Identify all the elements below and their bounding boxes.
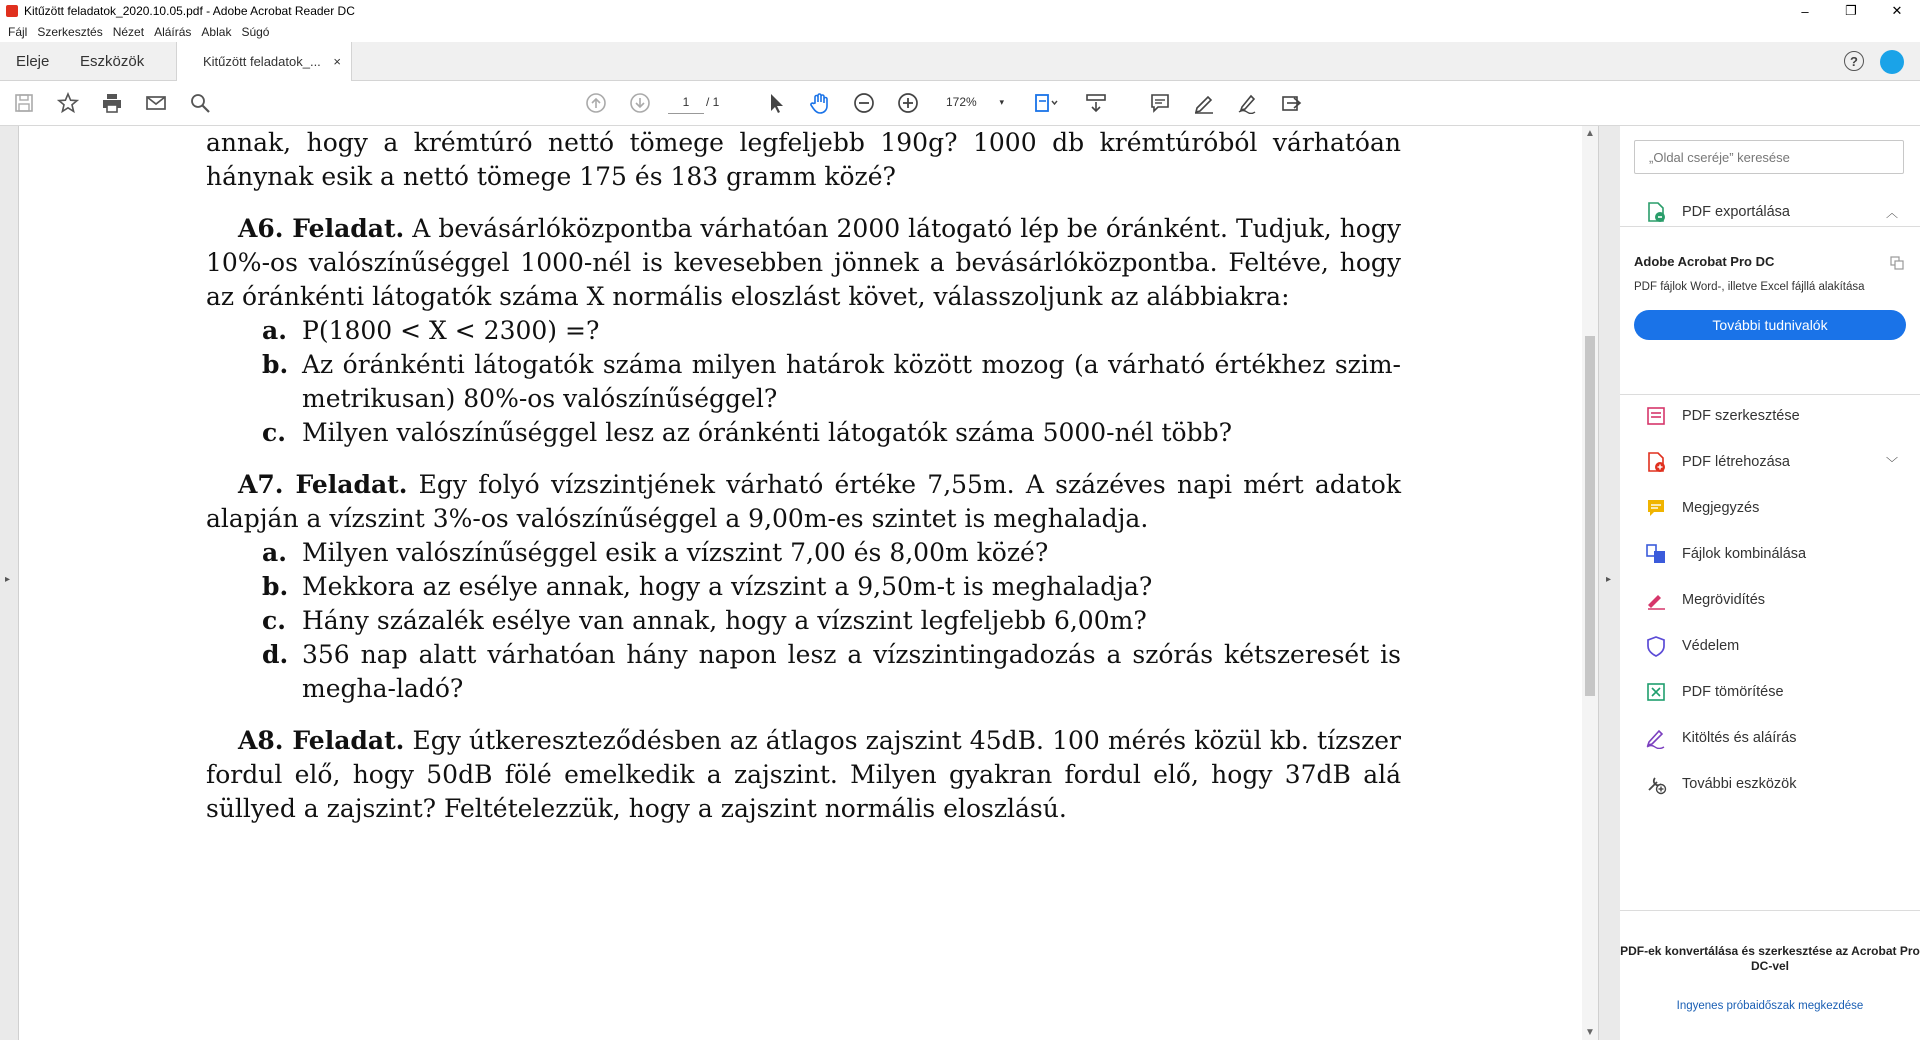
send-sign-icon[interactable]	[1280, 91, 1304, 115]
tool-item[interactable]: PDF tömörítése	[1620, 672, 1920, 712]
free-trial-link[interactable]: Ingyenes próbaidőszak megkezdése	[1676, 1000, 1864, 1012]
sign-pen-icon[interactable]	[1236, 91, 1260, 115]
pro-promo	[1634, 254, 1906, 340]
chevron-up-icon[interactable]: ︿	[1885, 205, 1898, 220]
a7-text: Egy folyó vízszintjének várható értéke 7,55m. A százéves napi mért adatok alapján a vízszint 3%-os valószínűséggel a 9,00m-es szintet is meghaladja.	[206, 470, 1401, 533]
menu-file[interactable]: Fájl	[8, 25, 28, 39]
tool-item[interactable]: PDF szerkesztése	[1620, 396, 1920, 436]
export-pdf-label: PDF exportálása	[1682, 204, 1790, 220]
hand-tool-icon[interactable]	[808, 91, 832, 115]
main-toolbar	[0, 81, 1920, 126]
zoom-in-icon[interactable]	[896, 91, 920, 115]
chevron-down-icon[interactable]: ﹀	[1885, 455, 1898, 470]
expand-left-icon[interactable]: ▸	[5, 574, 11, 585]
tool-item[interactable]: Fájlok kombinálása	[1620, 534, 1920, 574]
email-icon[interactable]	[144, 91, 168, 115]
close-tab-icon[interactable]: ×	[333, 54, 341, 69]
tool-item[interactable]: Megjegyzés	[1620, 488, 1920, 528]
save-icon[interactable]	[12, 91, 36, 115]
page-display-icon[interactable]	[1030, 91, 1062, 115]
pdf-page	[206, 126, 1401, 826]
promo-footer-title: PDF-ek konvertálása és szerkesztése az Acrobat Pro DC-vel	[1620, 944, 1920, 973]
comment-icon[interactable]	[1148, 91, 1172, 115]
a7-label: Feladat.	[295, 470, 408, 499]
export-pdf-icon	[1644, 200, 1668, 224]
combine-files-icon	[1644, 542, 1668, 566]
a8-number: A8.	[238, 726, 284, 755]
scroll-mode-icon[interactable]	[1084, 91, 1108, 115]
compress-pdf-icon	[1644, 680, 1668, 704]
menu-sign[interactable]: Aláírás	[154, 25, 192, 39]
protect-icon	[1644, 634, 1668, 658]
pro-description: PDF fájlok Word-, illetve Excel fájllá alakítása	[1634, 281, 1865, 293]
menu-bar	[0, 22, 1920, 42]
menu-help[interactable]: Súgó	[241, 25, 270, 39]
divider	[1620, 226, 1920, 227]
scrollbar-thumb[interactable]	[1585, 336, 1595, 696]
left-pane-toggle[interactable]	[0, 126, 19, 1040]
fill-sign-icon	[1644, 726, 1668, 750]
collapse-right-icon[interactable]: ▸	[1606, 574, 1612, 585]
page-number-input[interactable]: 1	[668, 91, 704, 114]
tool-item[interactable]: Megrövidítés	[1620, 580, 1920, 620]
tab-tools[interactable]: Eszközök	[80, 52, 145, 70]
account-icon[interactable]	[1880, 50, 1904, 74]
a6-text: A bevásárlóközpontba várhatóan 2000 látogató lép be óránként. Tudjuk, hogy 10%-os valószínűséggel 1000-nél is kevesebben jönnek a bevásárlóközpontba. Feltéve, hogy az óránkénti látogatók száma X normális eloszlást követ, válasszoljunk az alábbiakra:	[206, 214, 1401, 311]
a6-number: A6.	[238, 214, 284, 243]
scroll-down-icon[interactable]: ▼	[1585, 1027, 1595, 1038]
a8-text: Egy útkereszteződésben az átlagos zajszint 45dB. 100 mérés közül kb. tízszer fordul elő, hogy 50dB fölé emelkedik a zajszint. Milyen gyakran fordul elő, hogy 37dB alá süllyed a zajszint? Feltételezzük, hogy a zajszint normális eloszlású.	[206, 726, 1401, 823]
acrobat-app-icon	[6, 5, 18, 17]
list-item: a. P(1800 < X < 2300) =?	[262, 316, 600, 345]
chevron-down-icon: ▾	[999, 96, 1004, 107]
a6-label: Feladat.	[292, 214, 405, 243]
divider	[1620, 910, 1920, 911]
list-item: c. Hány százalék esélye van annak, hogy a vízszint legfeljebb 6,00m?	[262, 606, 1147, 635]
title-bar	[0, 0, 1920, 22]
a8-label: Feladat.	[292, 726, 405, 755]
edit-pdf-icon	[1644, 404, 1668, 428]
problem-a6	[206, 212, 1401, 450]
menu-view[interactable]: Nézet	[112, 25, 145, 39]
pro-title: Adobe Acrobat Pro DC	[1634, 254, 1775, 269]
select-cursor-icon[interactable]	[764, 91, 788, 115]
tab-bar	[0, 42, 1920, 81]
tool-search-input[interactable]: „Oldal cseréje” keresése	[1634, 140, 1904, 174]
problem-a8	[206, 724, 1401, 826]
list-item: b. Az óránkénti látogatók száma milyen határok között mozog (a várható értékhez szim-metrikusan) 80%-os valószínűséggel?	[262, 350, 1401, 413]
restore-button[interactable]: ❐	[1845, 3, 1857, 18]
intro-paragraph: annak, hogy a krémtúró nettó tömege legfeljebb 190g? 1000 db krémtúróból várhatóan hánynak esik a nettó tömege 175 és 183 gramm közé?	[206, 128, 1401, 191]
next-page-icon[interactable]	[628, 91, 652, 115]
learn-more-button[interactable]: További tudnivalók	[1634, 310, 1906, 340]
menu-window[interactable]: Ablak	[201, 25, 232, 39]
tools-pane	[1620, 126, 1920, 1040]
list-item: c. Milyen valószínűséggel lesz az óránkénti látogatók száma 5000-nél több?	[262, 418, 1232, 447]
list-item: d. 356 nap alatt várhatóan hány napon lesz a vízszintingadozás a szórás kétszeresét is megha-ladó?	[262, 640, 1401, 703]
zoom-out-icon[interactable]	[852, 91, 876, 115]
window-title: Kitűzött feladatok_2020.10.05.pdf - Adobe Acrobat Reader DC	[24, 4, 355, 18]
vertical-scrollbar[interactable]	[1582, 126, 1598, 1040]
print-icon[interactable]	[100, 91, 124, 115]
minimize-button[interactable]: –	[1801, 3, 1809, 19]
scroll-up-icon[interactable]: ▲	[1585, 128, 1595, 139]
copy-icon[interactable]	[1890, 256, 1904, 270]
problem-a7	[206, 468, 1401, 706]
tab-document[interactable]	[176, 42, 352, 81]
a7-number: A7.	[238, 470, 284, 499]
comment-tool-icon	[1644, 496, 1668, 520]
tool-item[interactable]: További eszközök	[1620, 764, 1920, 804]
list-item: a. Milyen valószínűséggel esik a vízszint 7,00 és 8,00m közé?	[262, 538, 1049, 567]
tool-item[interactable]: PDF létrehozása ﹀	[1620, 442, 1920, 482]
more-tools-icon	[1644, 772, 1668, 796]
divider	[1620, 394, 1920, 395]
help-icon[interactable]: ?	[1844, 51, 1864, 71]
menu-edit[interactable]: Szerkesztés	[37, 25, 103, 39]
page-total: / 1	[706, 95, 720, 109]
tab-document-label: Kitűzött feladatok_...	[203, 54, 321, 69]
create-pdf-icon	[1644, 450, 1668, 474]
list-item: b. Mekkora az esélye annak, hogy a vízszint a 9,50m-t is meghaladja?	[262, 572, 1153, 601]
previous-page-icon[interactable]	[584, 91, 608, 115]
redact-icon	[1644, 588, 1668, 612]
highlight-pen-icon[interactable]	[1192, 91, 1216, 115]
search-icon[interactable]	[188, 91, 212, 115]
close-window-button[interactable]: ✕	[1891, 3, 1903, 18]
tab-home[interactable]: Eleje	[16, 52, 50, 70]
right-pane-toggle[interactable]	[1598, 126, 1622, 1040]
zoom-level-value: 172%	[946, 95, 977, 109]
bookmark-star-icon[interactable]	[56, 91, 80, 115]
zoom-level-select[interactable]	[936, 91, 1010, 113]
window-controls	[1782, 0, 1920, 22]
tool-item[interactable]: Kitöltés és aláírás	[1620, 718, 1920, 758]
tool-item[interactable]: Védelem	[1620, 626, 1920, 666]
